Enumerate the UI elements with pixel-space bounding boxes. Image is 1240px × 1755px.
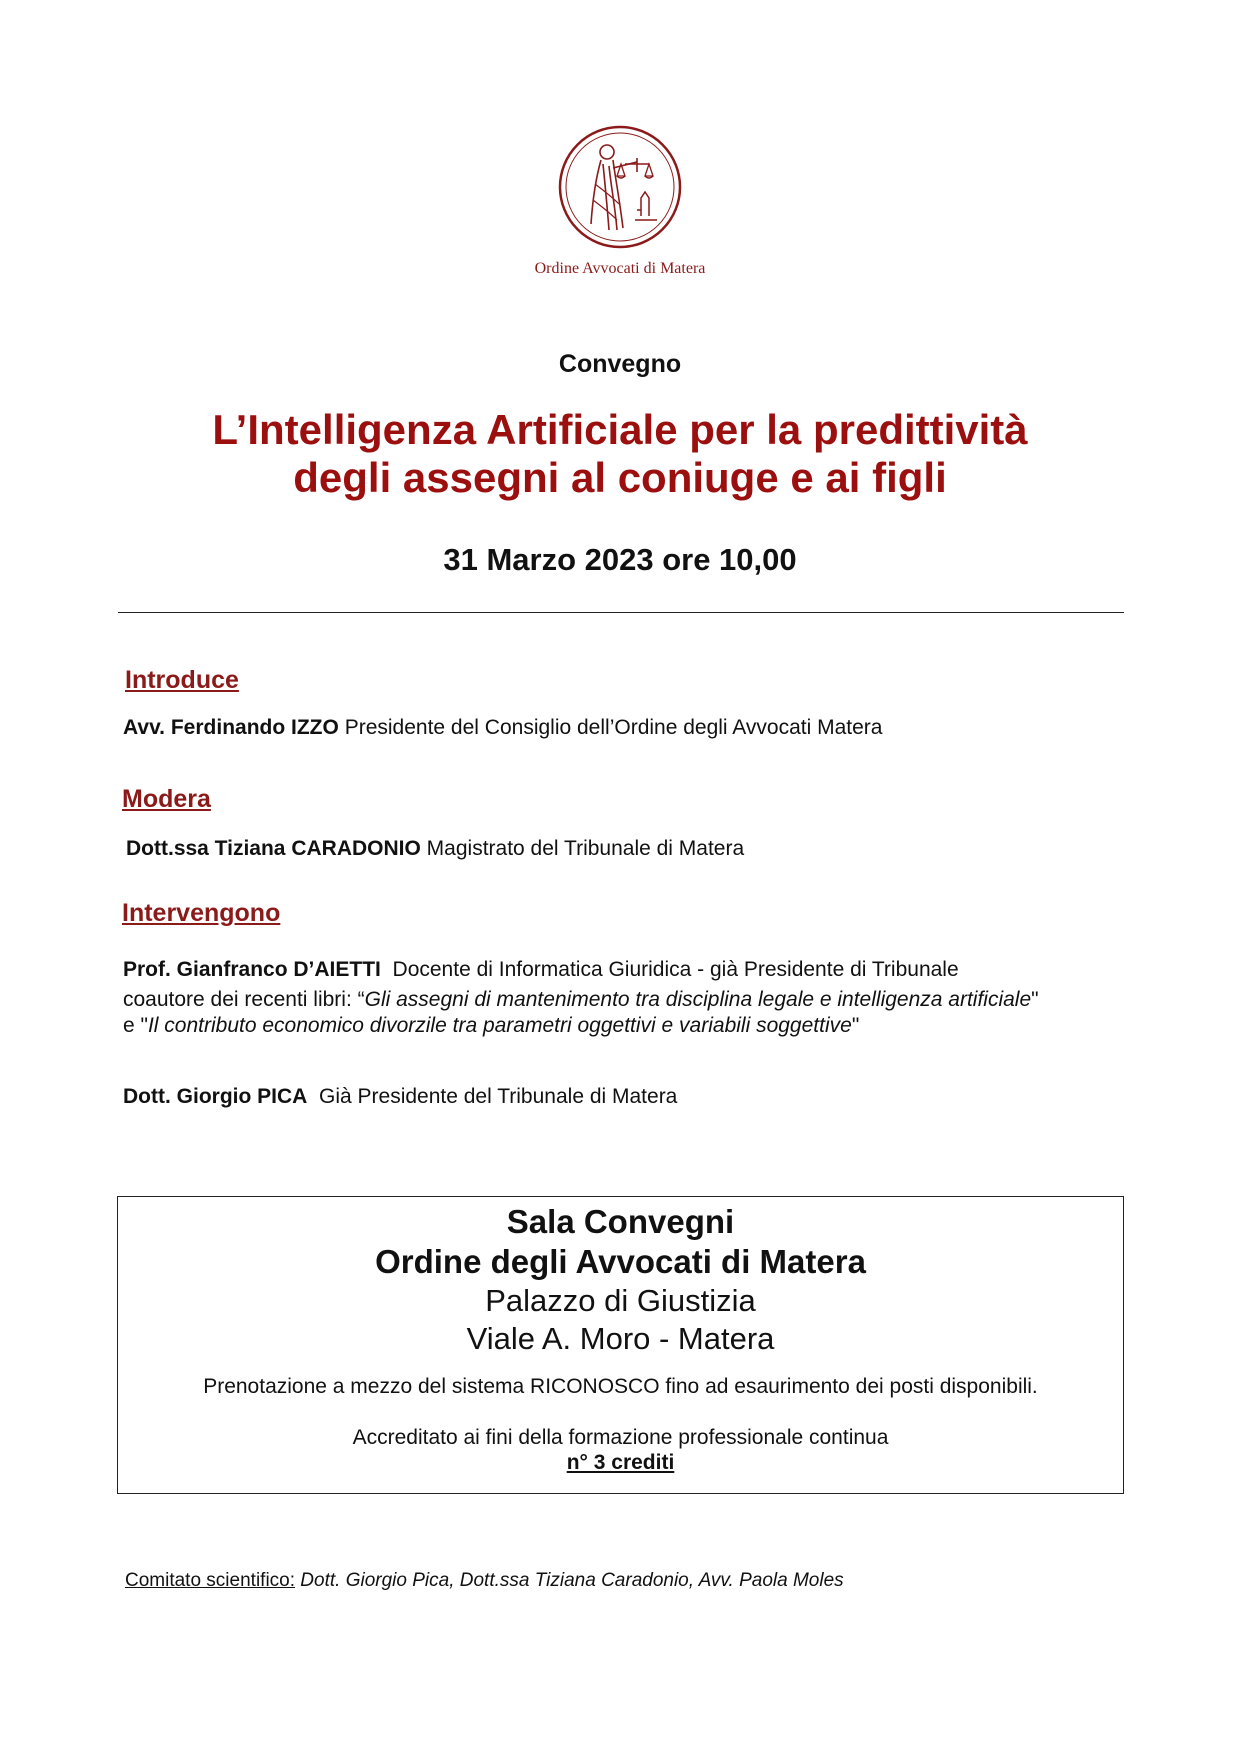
speaker-1-role: Docente di Informatica Giuridica - già Presidente di Tribunale [392,958,959,981]
venue-building: Palazzo di Giustizia [485,1283,756,1318]
section-heading-intervengono: Intervengono [122,899,281,927]
logo-caption: Ordine Avvocati di Matera [534,260,706,277]
moderator-role: Magistrato del Tribunale di Matera [426,837,745,860]
speaker-2-line [123,1085,677,1109]
speaker-1-book-1: Gli assegni di mantenimento tra disciplina legale e intelligenza artificiale [364,988,1032,1011]
justice-scales-seal-icon [557,124,683,250]
speaker-1-book-2: Il contributo economico divorzile tra parametri oggettivi e variabili soggettive [147,1014,852,1037]
moderator-line [126,837,744,861]
section-heading-introduce: Introduce [125,666,239,694]
divider [118,612,1124,613]
scientific-committee [125,1570,844,1592]
venue-box [117,1196,1124,1494]
speaker-1-note-mid: e " [123,1014,148,1037]
speaker-2-name: Dott. Giorgio PICA [123,1085,308,1108]
venue-name: Sala Convegni [506,1203,735,1240]
committee-names: Dott. Giorgio Pica, Dott.ssa Tiziana Caradonio, Avv. Paola Moles [300,1570,844,1591]
page-title [0,406,1240,502]
speaker-1-name: Prof. Gianfranco D’AIETTI [123,958,381,981]
event-date: 31 Marzo 2023 ore 10,00 [443,542,797,577]
title-line-2: degli assegni al coniuge e ai figli [293,454,947,501]
speaker-1-note-prefix: coautore dei recenti libri: “ [123,988,365,1011]
introducer-name: Avv. Ferdinando IZZO [123,716,339,739]
accreditation-info: Accreditato ai fini della formazione professionale continua [352,1426,889,1449]
speaker-1-note-line-1 [123,988,1039,1012]
introducer-line [123,716,882,740]
moderator-name: Dott.ssa Tiziana CARADONIO [126,837,421,860]
event-type: Convegno [558,350,682,378]
speaker-1-note-line-2 [123,1014,859,1038]
booking-info: Prenotazione a mezzo del sistema RICONOSCO fino ad esaurimento dei posti disponibili. [203,1375,1038,1398]
speaker-1-book-1-close: " [1031,988,1039,1011]
credits-label: n° 3 crediti [566,1451,675,1474]
venue-address: Viale A. Moro - Matera [466,1321,775,1356]
speaker-2-role: Già Presidente del Tribunale di Matera [319,1085,678,1108]
speaker-1-line [123,958,959,982]
committee-label: Comitato scientifico: [125,1570,296,1591]
venue-organization: Ordine degli Avvocati di Matera [375,1243,866,1280]
title-line-1: L’Intelligenza Artificiale per la predittività [212,406,1028,453]
section-heading-modera: Modera [122,785,211,813]
introducer-role: Presidente del Consiglio dell’Ordine degli Avvocati Matera [344,716,883,739]
credits-count [118,1451,1123,1475]
speaker-1-book-2-close: " [851,1014,860,1037]
